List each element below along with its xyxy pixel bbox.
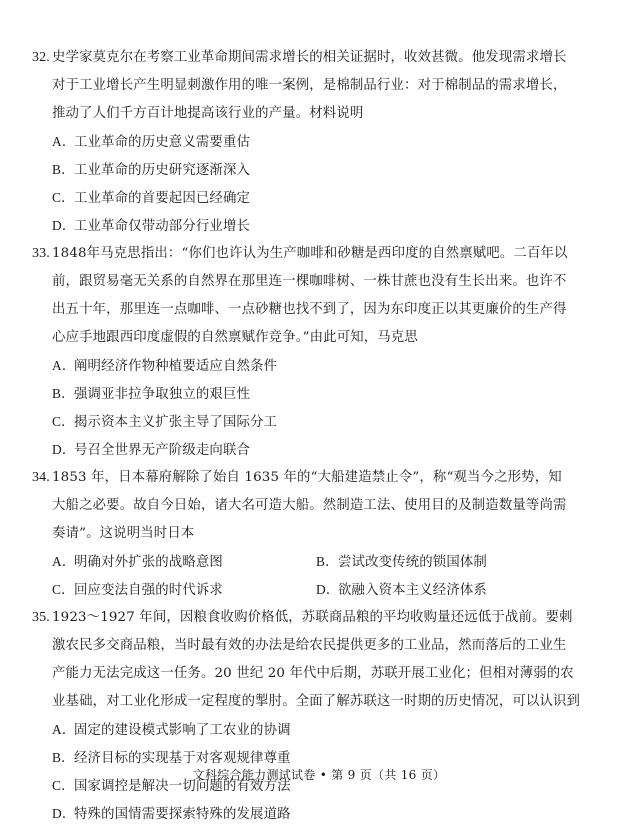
question-stem-line: 推动了人们千方百计地提高该行业的产量。材料说明 xyxy=(52,106,364,121)
question-stem-line: 业基础，对工业化形成一定程度的掣肘。全面了解苏联这一时期的历史情况，可以认识到 xyxy=(52,694,581,709)
option-a: A．明确对外扩张的战略意图 xyxy=(52,554,223,570)
question-32 xyxy=(32,44,592,240)
option-c: C．国家调控是解决一切问题的有效方法 xyxy=(52,778,291,794)
question-34 xyxy=(32,464,592,604)
option-a: A．固定的建设模式影响了工农业的协调 xyxy=(52,722,291,738)
option-b: B．尝试改变传统的锁国体制 xyxy=(316,554,487,570)
question-number: 32. xyxy=(32,50,50,65)
question-stem-line: 前，跟贸易毫无关系的自然界在那里连一棵咖啡树、一株甘蔗也没有生长出来。也许不 xyxy=(52,274,567,289)
option-d: D．工业革命仅带动部分行业增长 xyxy=(52,218,251,234)
option-b: B．强调亚非拉争取独立的艰巨性 xyxy=(52,386,251,402)
question-stem-line: 35. 1923～1927 年间，因粮食收购价格低，苏联商品粮的平均收购量还远低于战前。要刺 xyxy=(32,604,592,632)
question-35 xyxy=(32,604,592,828)
option-d: D．号召全世界无产阶级走向联合 xyxy=(52,442,251,458)
question-number: 35. xyxy=(32,610,50,625)
option-row xyxy=(52,548,592,576)
question-stem-line: 对于工业增长产生明显刺激作用的唯一案例，是棉制品行业：对于棉制品的需求增长， xyxy=(52,78,567,93)
question-number: 33. xyxy=(32,246,50,261)
question-stem-line: 产能力无法完成这一任务。20 世纪 20 年代中后期，苏联开展工业化；但相对薄弱的农 xyxy=(52,666,574,681)
option-a: A．阐明经济作物种植要适应自然条件 xyxy=(52,358,278,374)
question-stem-line: 34. 1853 年，日本幕府解除了始自 1635 年的“大船建造禁止令”，称“观当今之形势，知 xyxy=(32,464,592,492)
option-a: A．工业革命的历史意义需要重估 xyxy=(52,134,251,150)
option-d: D．特殊的国情需要探索特殊的发展道路 xyxy=(52,806,291,822)
option-b: B．经济目标的实现基于对客观规律尊重 xyxy=(52,750,291,766)
question-stem-line: 32. 史学家莫克尔在考察工业革命期间需求增长的相关证据时，收效甚微。他发现需求增长 xyxy=(32,44,592,72)
option-b: B．工业革命的历史研究逐渐深入 xyxy=(52,162,251,178)
option-d: D．欲融入资本主义经济体系 xyxy=(316,582,487,598)
question-number: 34. xyxy=(32,470,50,485)
question-stem-line: 出五十年，那里连一点咖啡、一点砂糖也找不到了，因为东印度正以其更廉价的生产得 xyxy=(52,302,567,317)
question-33 xyxy=(32,240,592,464)
option-c: C．工业革命的首要起因已经确定 xyxy=(52,190,251,206)
question-stem-line: 33. 1848年马克思指出：“你们也许认为生产咖啡和砂糖是西印度的自然禀赋吧。二百年以 xyxy=(32,240,592,268)
option-c: C．揭示资本主义扩张主导了国际分工 xyxy=(52,414,278,430)
question-stem-line: 大船之必要。故自今日始，诸大名可造大船。然制造工法、使用目的及制造数量等尚需 xyxy=(52,498,567,513)
option-c: C．回应变法自强的时代诉求 xyxy=(52,582,223,598)
option-row xyxy=(52,576,592,604)
question-stem-line: 激农民多交商品粮，当时最有效的办法是给农民提供更多的工业品，然而落后的工业生 xyxy=(52,638,567,653)
page-footer: 文科综合能力测试试卷 • 第 9 页（共 16 页） xyxy=(192,768,446,782)
question-stem-line: 奏请”。这说明当时日本 xyxy=(52,526,195,541)
question-stem-line: 心应手地跟西印度虚假的自然禀赋作竞争。”由此可知，马克思 xyxy=(52,330,418,345)
